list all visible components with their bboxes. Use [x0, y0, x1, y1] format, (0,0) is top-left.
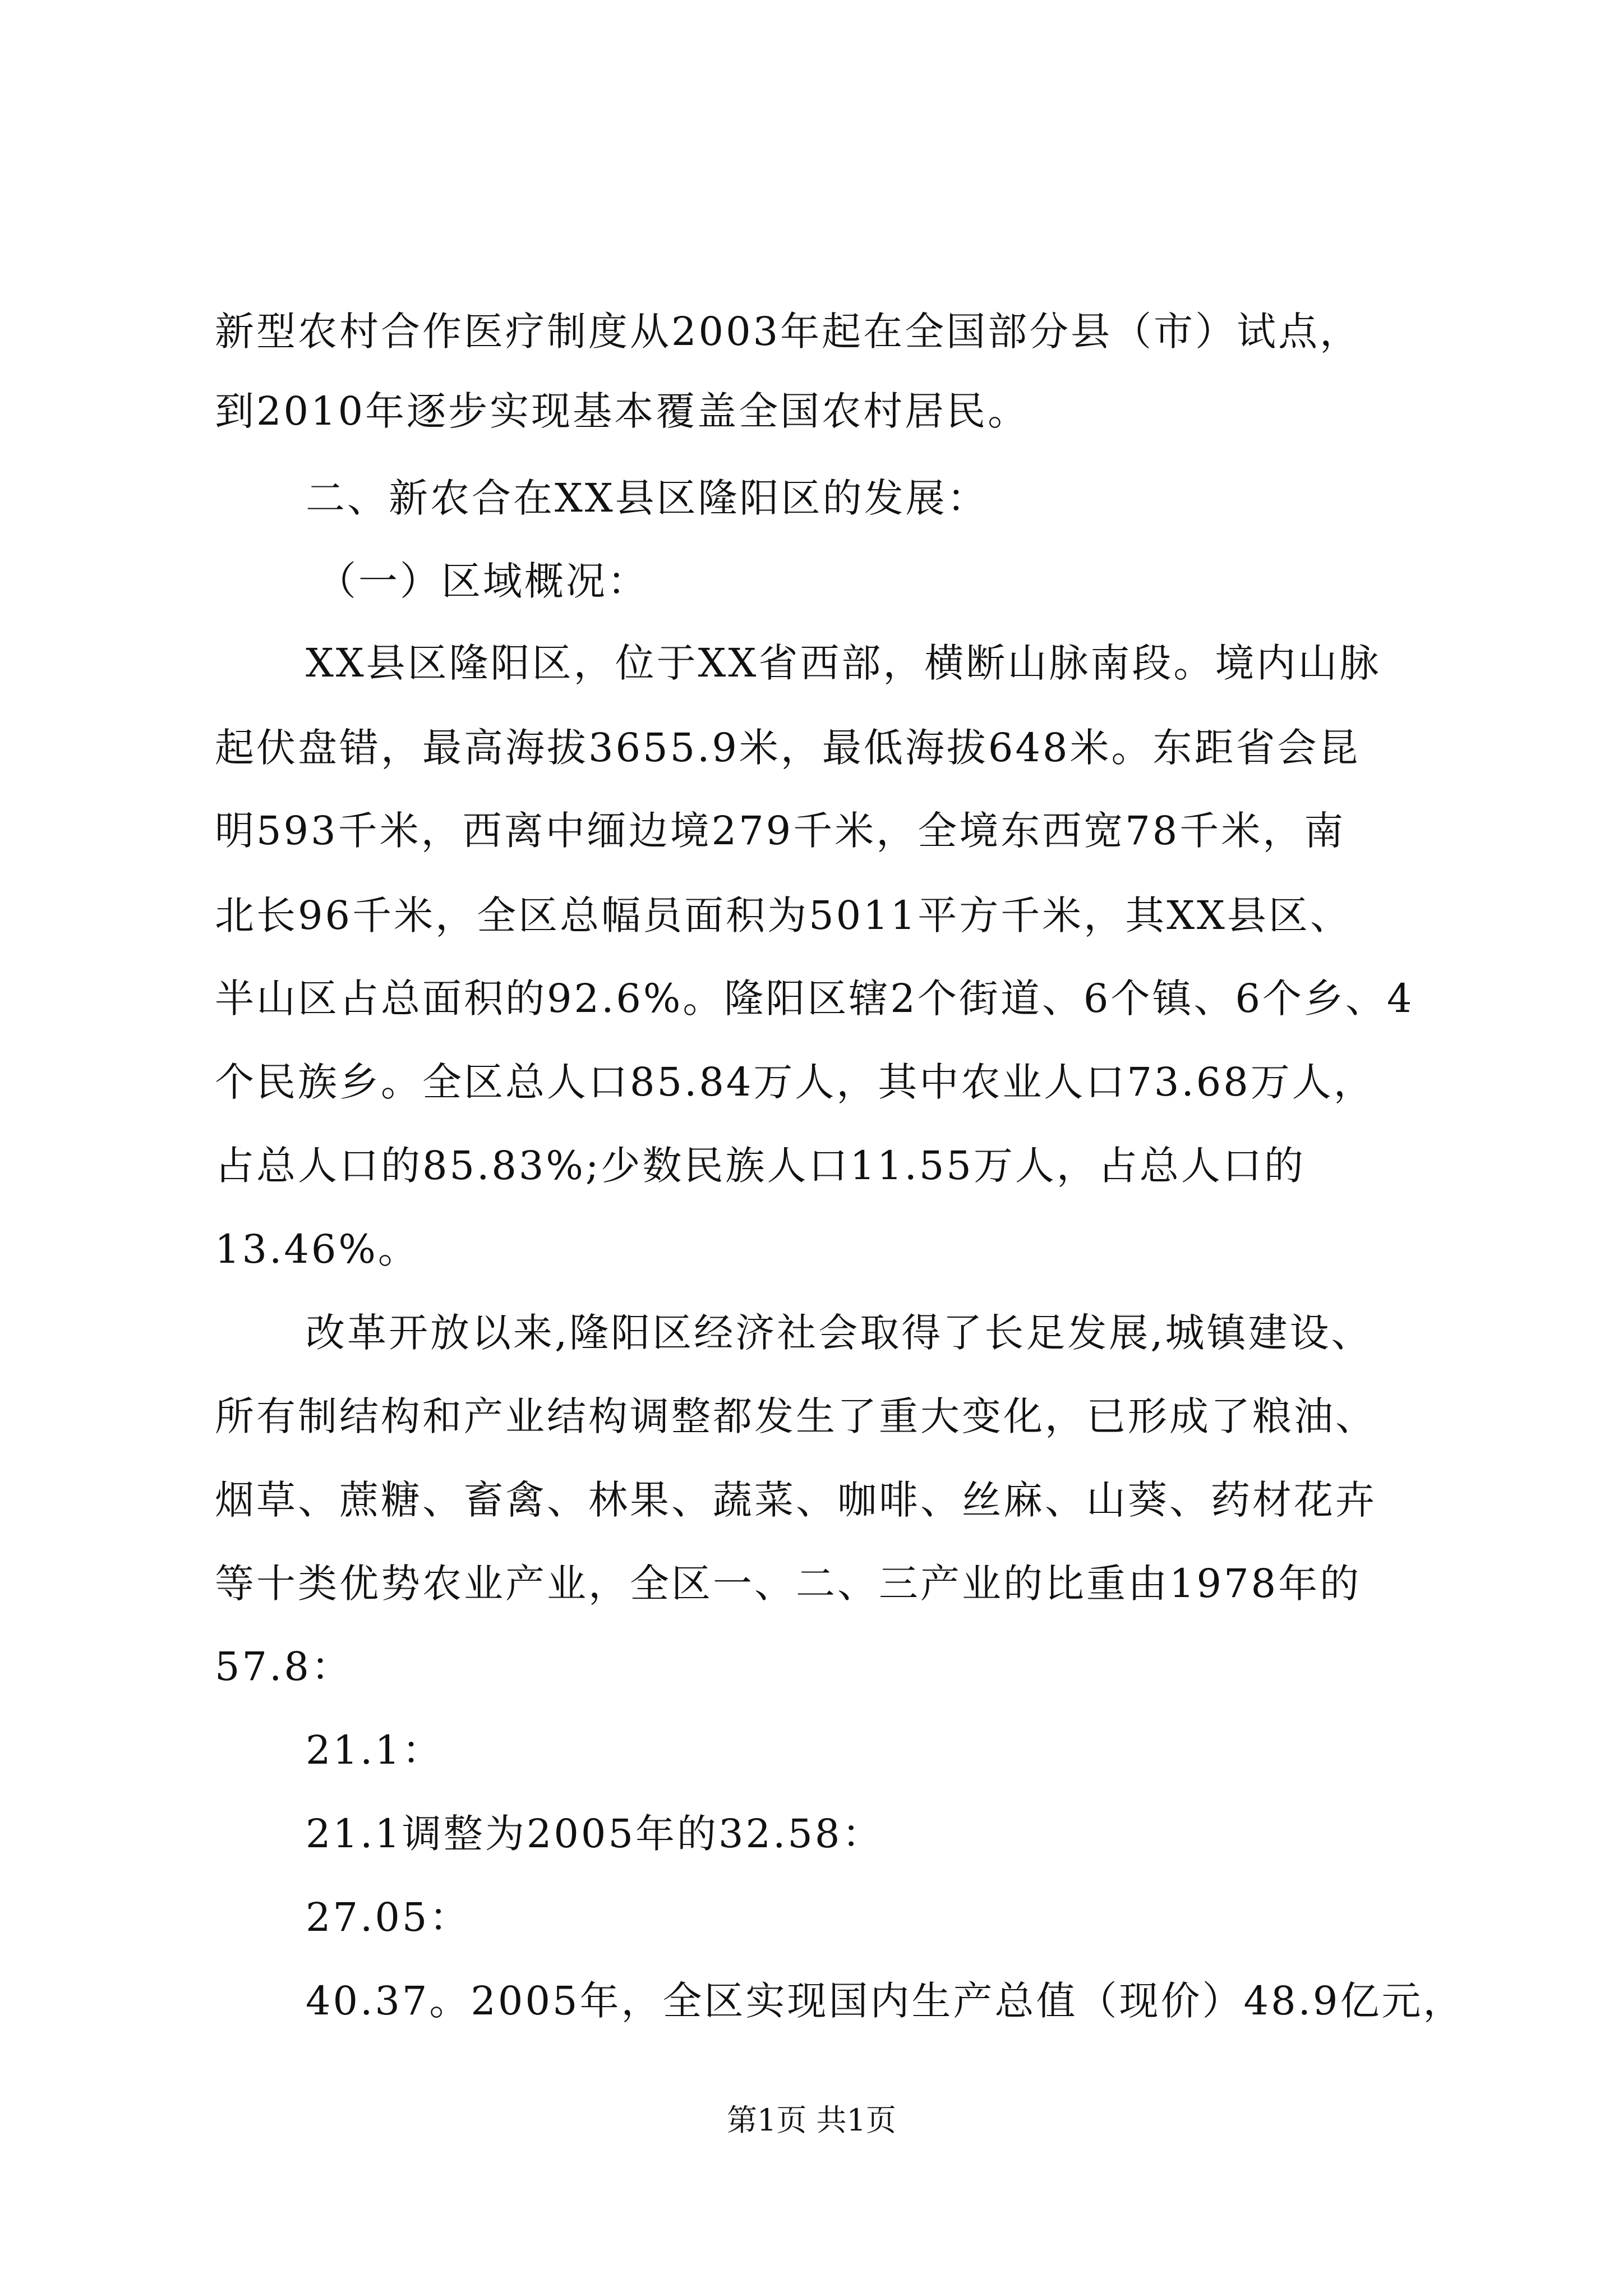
- paragraph-line: 等十类优势农业产业，全区一、二、三产业的比重由1978年的: [215, 1561, 1362, 1607]
- section-heading: 二、新农合在XX县区隆阳区的发展：: [306, 475, 989, 521]
- paragraph-line: 烟草、蔗糖、畜禽、林果、蔬菜、咖啡、丝麻、山葵、药材花卉: [215, 1477, 1377, 1523]
- paragraph-line: 明593千米，西离中缅边境279千米，全境东西宽78千米，南: [215, 808, 1346, 854]
- paragraph-line: 占总人口的85.83%;少数民族人口11.55万人，占总人口的: [215, 1143, 1306, 1189]
- paragraph-line: 21.1调整为2005年的32.58：: [306, 1811, 884, 1857]
- paragraph-line: 到2010年逐步实现基本覆盖全国农村居民。: [215, 388, 1030, 434]
- paragraph-line: 个民族乡。全区总人口85.84万人，其中农业人口73.68万人，: [215, 1059, 1375, 1105]
- subsection-heading: （一）区域概况：: [317, 558, 649, 604]
- paragraph-line: 北长96千米，全区总幅员面积为5011平方千米，其XX县区、: [215, 892, 1352, 938]
- paragraph-line: 起伏盘错，最高海拔3655.9米，最低海拔648米。东距省会昆: [215, 725, 1361, 771]
- paragraph-line: 13.46%。: [215, 1226, 419, 1272]
- paragraph-line: 半山区占总面积的92.6%。隆阳区辖2个街道、6个镇、6个乡、4: [215, 976, 1414, 1022]
- paragraph-line: 57.8：: [215, 1644, 353, 1690]
- paragraph-line: 改革开放以来,隆阳区经济社会取得了长足发展,城镇建设、: [306, 1310, 1373, 1356]
- paragraph-line: 新型农村合作医疗制度从2003年起在全国部分县（市）试点，: [215, 309, 1362, 355]
- paragraph-line: 所有制结构和产业结构调整都发生了重大变化，已形成了粮油、: [215, 1393, 1377, 1439]
- paragraph-line: 21.1：: [306, 1727, 444, 1773]
- paragraph-line: 27.05：: [306, 1894, 471, 1940]
- paragraph-line: XX县区隆阳区，位于XX省西部，横断山脉南段。境内山脉: [306, 640, 1381, 686]
- page-number-footer: 第1页 共1页: [727, 2102, 896, 2138]
- paragraph-line: 40.37。2005年，全区实现国内生产总值（现价）48.9亿元，: [306, 1978, 1465, 2024]
